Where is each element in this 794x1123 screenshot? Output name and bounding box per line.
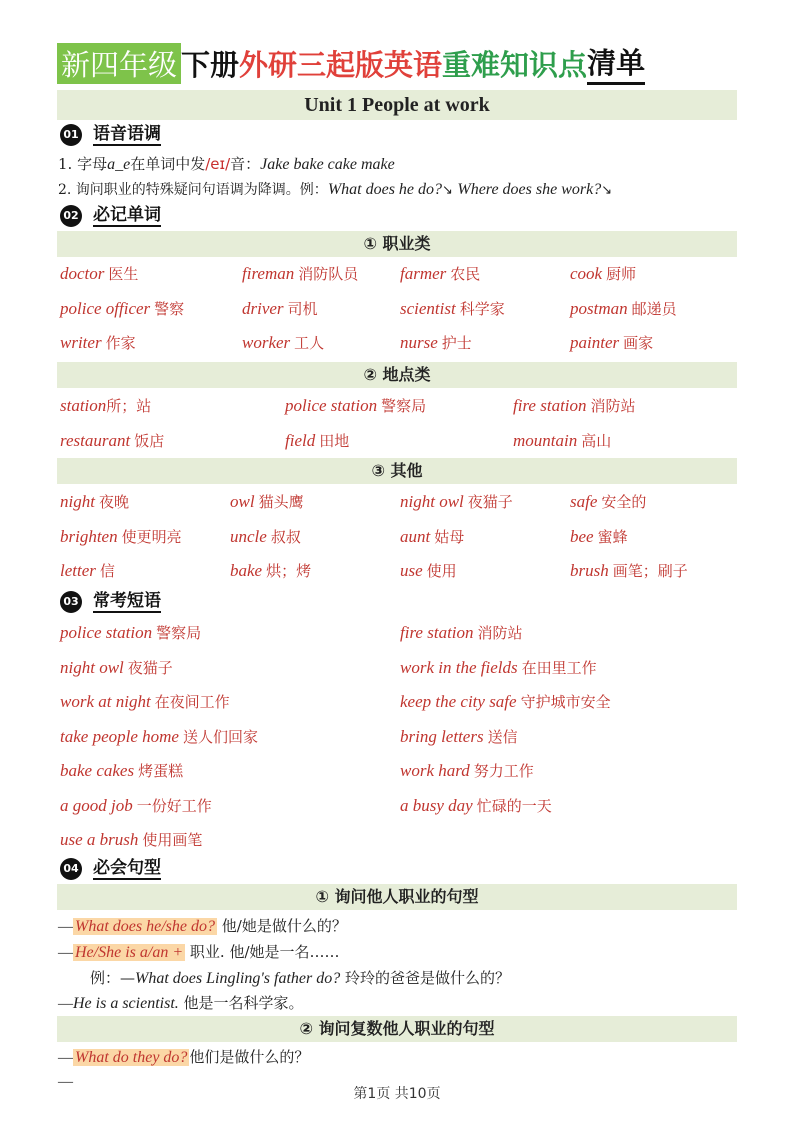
phonetics-line-2 [58,179,612,199]
vocab-item: restaurant 饭店 [60,430,165,450]
falling-tone-arrow-icon: ↘ [601,183,613,198]
vocab-grid-others [60,491,740,595]
section-heading-vocabulary [60,204,161,228]
vocab-item: night 夜晚 [60,492,129,511]
title-edition: 外研三起版英语 [239,47,443,82]
vocab-item: station所；站 [60,396,152,415]
phrase-item: a busy day 忙碌的一天 [400,795,552,815]
phrase-row [60,691,740,726]
vocab-item: use 使用 [400,561,457,580]
vocab-row [60,298,740,333]
section-label: 必记单词 [93,205,161,225]
vocab-item: mountain 高山 [513,430,612,450]
phrase-item: work at night 在夜间工作 [60,692,230,711]
section-number: 04 [60,858,82,880]
vocab-item: fire station 消防站 [513,396,636,415]
phonetics-line-1 [58,153,395,174]
phrase-row [60,622,740,657]
section-heading-sentences [60,857,161,881]
vocab-item: police station 警察局 [285,396,427,415]
phrase-item: night owl 夜猫子 [60,657,173,677]
phrase-item: police station 警察局 [60,623,202,642]
highlighted-question: What do they do? [75,1049,188,1066]
sentence-example: 例：—What does Lingling's father do? 玲玲的爸爸是做什么的？ [90,969,511,987]
vocab-category-others: ③ 其他 [57,458,737,484]
vocab-item: doctor 医生 [60,264,139,283]
sentence-pattern-2: ② 询问复数他人职业的句型 [57,1016,737,1042]
vocab-item: writer 作家 [60,333,136,352]
title-volume: 下册 [181,47,240,82]
phonetics-example-question: What does he do? [327,181,443,198]
vocab-grid-jobs [60,263,740,367]
vocab-item: painter 画家 [570,333,654,352]
phrase-item: bake cakes 烤蛋糕 [60,761,184,780]
vocab-item: cook 厨师 [570,264,637,283]
phrase-item: keep the city safe 守护城市安全 [400,692,611,711]
vocab-item: uncle 叔叔 [230,526,301,546]
sentence-pattern-1: ① 询问他人职业的句型 [57,884,737,910]
phrase-item: a good job 一份好工作 [60,795,212,815]
vocab-item: bee 蜜蜂 [570,526,628,546]
phonetics-ipa: /eɪ/ [205,155,231,173]
vocab-item: safe 安全的 [570,492,647,511]
vocab-item: letter 信 [60,561,115,580]
vocab-row [60,560,740,595]
phrase-item: work hard 努力工作 [400,761,534,780]
vocab-item: nurse 护士 [400,333,472,352]
section-heading-phonetics [60,123,161,147]
phrase-row [60,726,740,761]
title-keypoints: 重难知识点 [442,47,588,82]
vocab-item: night owl 夜猫子 [400,492,513,511]
phrase-row [60,760,740,795]
phonetics-example-question: Where does she work? [457,181,602,198]
vocab-item: worker 工人 [242,333,325,352]
section-number: 01 [60,124,82,146]
highlighted-answer: He/She is a/an + [75,944,184,961]
sentence-question-1: — What does he/she do? 他/她是做什么的？ [58,917,347,935]
phrase-item: fire station 消防站 [400,623,523,642]
section-label: 常考短语 [93,591,161,611]
vocab-category-jobs: ① 职业类 [57,231,737,257]
phonetics-letters: a_e [107,156,131,173]
vocab-item: police officer 警察 [60,298,185,318]
section-heading-phrases [60,590,161,614]
vocab-item: farmer 农民 [400,264,481,283]
vocab-item: driver 司机 [242,298,318,318]
phrase-item: take people home 送人们回家 [60,726,258,746]
phonetics-example-words: Jake bake cake make [260,156,395,173]
section-number: 03 [60,591,82,613]
phrase-row [60,829,740,864]
sentence-answer-1: — He/She is a/an + 职业. 他/她是一名…… [58,943,340,961]
phrase-row [60,657,740,692]
sentence-answer-2: — [58,1074,73,1090]
vocab-item: aunt 姑母 [400,526,465,546]
phonetics-text: 在单词中发 [130,155,206,173]
vocab-row [60,526,740,561]
phrase-item: use a brush 使用画笔 [60,830,203,849]
phrase-item: bring letters 送信 [400,726,518,746]
section-number: 02 [60,205,82,227]
vocab-item: brighten 使更明亮 [60,526,182,546]
section-label: 必会句型 [93,858,161,878]
phonetics-text: 1. 字母 [58,155,108,173]
page-number: 第1页 共10页 [353,1086,441,1102]
phonetics-text: 音： [230,155,261,173]
unit-title: Unit 1 People at work [57,90,737,120]
vocab-item: fireman 消防队员 [242,264,359,283]
vocab-item: owl 猫头鹰 [230,492,304,511]
vocab-item: bake 烘；烤 [230,561,312,580]
vocab-row [60,263,740,298]
falling-tone-arrow-icon: ↘ [442,183,453,198]
vocab-row [60,491,740,526]
phrase-grid [60,622,740,864]
sentence-question-2: — What do they do? 他们是做什么的？ [58,1048,310,1066]
highlighted-question: What does he/she do? [75,918,215,935]
phrase-row [60,795,740,830]
phonetics-text: 2. 询问职业的特殊疑问句语调为降调。例： [58,182,328,198]
vocab-grid-places [60,395,740,464]
vocab-row [60,395,740,430]
vocab-item: brush 画笔；刷子 [570,561,688,580]
phrase-item: work in the fields 在田里工作 [400,657,597,677]
sentence-example-answer: —He is a scientist. 他是一名科学家。 [58,994,304,1012]
vocab-item: field 田地 [285,430,350,450]
vocab-item: scientist 科学家 [400,298,505,318]
title-list: 清单 [587,41,645,85]
section-label: 语音语调 [93,124,161,144]
vocab-item: postman 邮递员 [570,298,677,318]
page-title [57,42,747,84]
vocab-category-places: ② 地点类 [57,362,737,388]
title-grade: 新四年级 [57,43,181,84]
